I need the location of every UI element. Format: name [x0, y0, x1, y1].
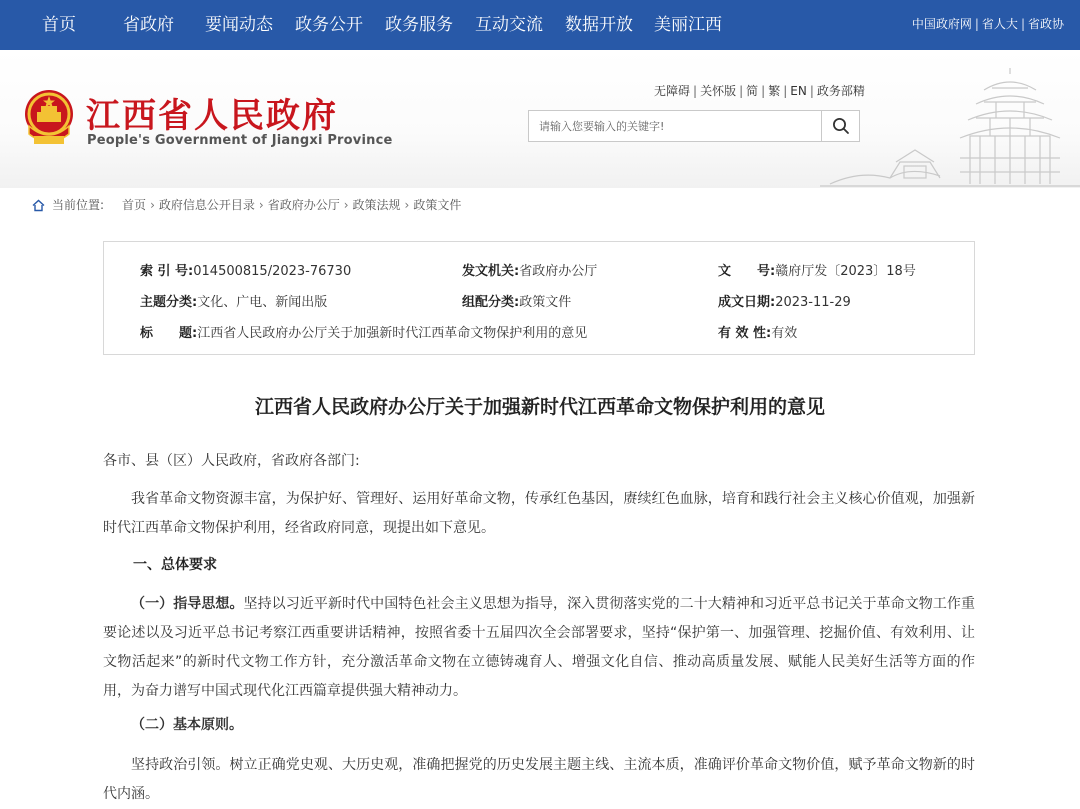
nav-item-interaction[interactable]: 互动交流: [475, 15, 543, 35]
document-meta-box: [103, 241, 975, 355]
document-title: 江西省人民政府办公厅关于加强新时代江西革命文物保护利用的意见: [254, 396, 825, 418]
breadcrumb-home[interactable]: 首页: [122, 198, 147, 212]
meta-date: 成文日期:2023-11-29: [718, 295, 851, 310]
paragraph-heading: （一）指导思想。: [131, 596, 244, 612]
meta-topic: 主题分类:文化、广电、新闻出版: [140, 295, 328, 310]
salutation: 各市、县（区）人民政府，省政府各部门:: [103, 453, 360, 469]
link-traditional[interactable]: 繁: [768, 84, 781, 98]
intro-paragraph: 我省革命文物资源丰富，为保护好、管理好、运用好革命文物，传承红色基因，赓续红色血脉，培育和践行社会主义核心价值观，加强新时代江西革命文物保护利用，经省政府同意，现提出如下意见。: [103, 491, 975, 536]
section-heading-general: 一、总体要求: [133, 557, 217, 573]
site-header: [0, 50, 1080, 188]
utility-links: 无障碍 | 关怀版 | 简 | 繁 | EN | 政务部精: [654, 84, 865, 98]
breadcrumb: [32, 196, 461, 214]
meta-index: 索 引 号:014500815/2023-76730: [140, 264, 352, 279]
link-accessibility[interactable]: 无障碍: [654, 84, 691, 98]
link-english[interactable]: EN: [790, 84, 807, 98]
chevron-right-icon: ›: [404, 198, 410, 212]
breadcrumb-info-catalog[interactable]: 政府信息公开目录: [158, 198, 255, 212]
home-icon: [32, 199, 45, 212]
basic-principles-heading: （二）基本原则。: [131, 717, 243, 733]
nav-item-news[interactable]: 要闻动态: [205, 15, 273, 35]
link-simplified[interactable]: 简: [746, 84, 759, 98]
site-subtitle: People's Government of Jiangxi Province: [87, 133, 393, 148]
link-provincial-npc[interactable]: 省人大: [981, 17, 1018, 31]
meta-title: 标 题:江西省人民政府办公厅关于加强新时代江西革命文物保护利用的意见: [140, 326, 588, 341]
nav-right-links: 中国政府网 | 省人大 | 省政协: [911, 17, 1064, 31]
link-china-gov[interactable]: 中国政府网: [911, 17, 972, 31]
principle-paragraph: 坚持政治引领。树立正确党史观、大历史观，准确把握党的历史发展主题主线、主流本质，准确评价革命文物价值，赋予革命文物新的时代内涵。: [103, 757, 975, 802]
breadcrumb-gov-office[interactable]: 省政府办公厅: [267, 198, 340, 212]
link-gov-departments[interactable]: 政务部精: [816, 84, 865, 98]
nav-item-open-data[interactable]: 数据开放: [565, 15, 633, 35]
nav-item-gov-services[interactable]: 政务服务: [385, 15, 453, 35]
pagoda-illustration-icon: [820, 66, 1080, 188]
top-nav: [0, 0, 1080, 50]
national-emblem-icon: [22, 88, 76, 148]
site-title[interactable]: 江西省人民政府: [86, 96, 338, 136]
search-input[interactable]: [529, 111, 821, 141]
chevron-right-icon: ›: [343, 198, 349, 212]
meta-validity: 有 效 性:有效: [718, 326, 798, 341]
nav-item-beautiful-jiangxi[interactable]: 美丽江西: [654, 15, 722, 35]
meta-issuer: 发文机关:省政府办公厅: [462, 264, 598, 279]
link-provincial-cppcc[interactable]: 省政协: [1027, 17, 1064, 31]
breadcrumb-policies[interactable]: 政策法规: [352, 198, 401, 212]
breadcrumb-policy-docs[interactable]: 政策文件: [413, 198, 462, 212]
link-care-version[interactable]: 关怀版: [700, 84, 737, 98]
search-box: [528, 110, 860, 142]
meta-docno: 文 号:赣府厅发〔2023〕18号: [718, 264, 916, 279]
breadcrumb-label: 当前位置:: [52, 198, 105, 212]
chevron-right-icon: ›: [258, 198, 264, 212]
guiding-ideology-paragraph: （一）指导思想。坚持以习近平新时代中国特色社会主义思想为指导，深入贯彻落实党的二十大精神和习近平总书记关于革命文物工作重要论述以及习近平总书记考察江西重要讲话精神，按照省委十五届四次全会部署要求，坚持“保护第一、加强管理、挖掘价值、有效利用、让文物活起来”的新时代文物工作方针，充分激活革命文物在立德铸魂育人、增强文化自信、推动高质量发展、赋能人民美好生活等方面的作用，为奋力谱写中国式现代化江西篇章提供强大精神动力。: [103, 596, 976, 699]
nav-item-gov-affairs-open[interactable]: 政务公开: [295, 15, 363, 35]
meta-category: 组配分类:政策文件: [462, 295, 572, 310]
chevron-right-icon: ›: [150, 198, 155, 212]
nav-item-home[interactable]: 首页: [42, 15, 76, 35]
nav-item-provincial-gov[interactable]: 省政府: [123, 15, 174, 35]
